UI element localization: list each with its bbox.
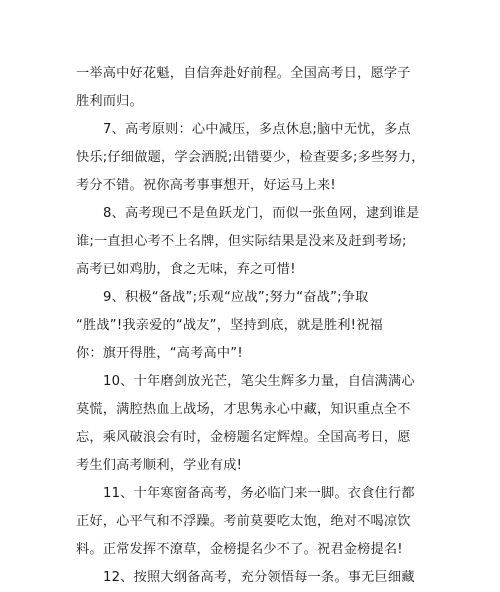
text-line: 你：旗开得胜，“高考高中”! [76,346,243,361]
text-line: 谁;一直担心考不上名牌，但实际结果是没来及赶到考场; [76,234,407,249]
document-body [76,60,426,592]
text-line: “胜战”!我亲爱的“战友”，坚持到底，就是胜利!祝福 [76,318,383,333]
text-line: 料。正常发挥不潦草，金榜提名少不了。祝君金榜提名! [76,542,403,557]
text-line: 正好，心平气和不浮躁。考前莫要吃太饱，绝对不喝凉饮 [76,514,411,529]
paragraph-start-12: 12、按照大纲备高考，充分领悟每一条。事无巨细藏 [103,570,415,585]
text-line: 考生们高考顺利，学业有成! [76,458,243,473]
text-line: 考分不错。祝你高考事事想开，好运马上来! [76,178,336,193]
paragraph-start-9: 9、积极“备战”;乐观“应战”;努力“奋战”;争取 [103,290,369,305]
text-line: 一举高中好花魁，自信奔赴好前程。全国高考日，愿学子 [76,66,411,81]
text-line: 快乐;仔细做题，学会洒脱;出错要少，检查要多;多些努力， [76,150,425,165]
text-line: 忘，乘风破浪会有时，金榜题名定辉煌。全国高考日，愿 [76,430,411,445]
paragraph-start-8: 8、高考现已不是鱼跃龙门，而似一张鱼网，逮到谁是 [103,206,420,221]
text-line: 莫慌，满腔热血上战场，才思隽永心中藏，知识重点全不 [76,402,411,417]
text-line: 高考已如鸡肋，食之无味，弃之可惜! [76,262,296,277]
paragraph-start-11: 11、十年寒窗备高考，务必临门来一脚。衣食住行都 [103,486,415,501]
paragraph-start-7: 7、高考原则：心中减压，多点休息;脑中无忧，多点 [103,122,411,137]
paragraph-start-10: 10、十年磨剑放光芒，笔尖生辉多力量，自信满满心 [103,374,415,389]
text-line: 胜利而归。 [76,94,143,109]
